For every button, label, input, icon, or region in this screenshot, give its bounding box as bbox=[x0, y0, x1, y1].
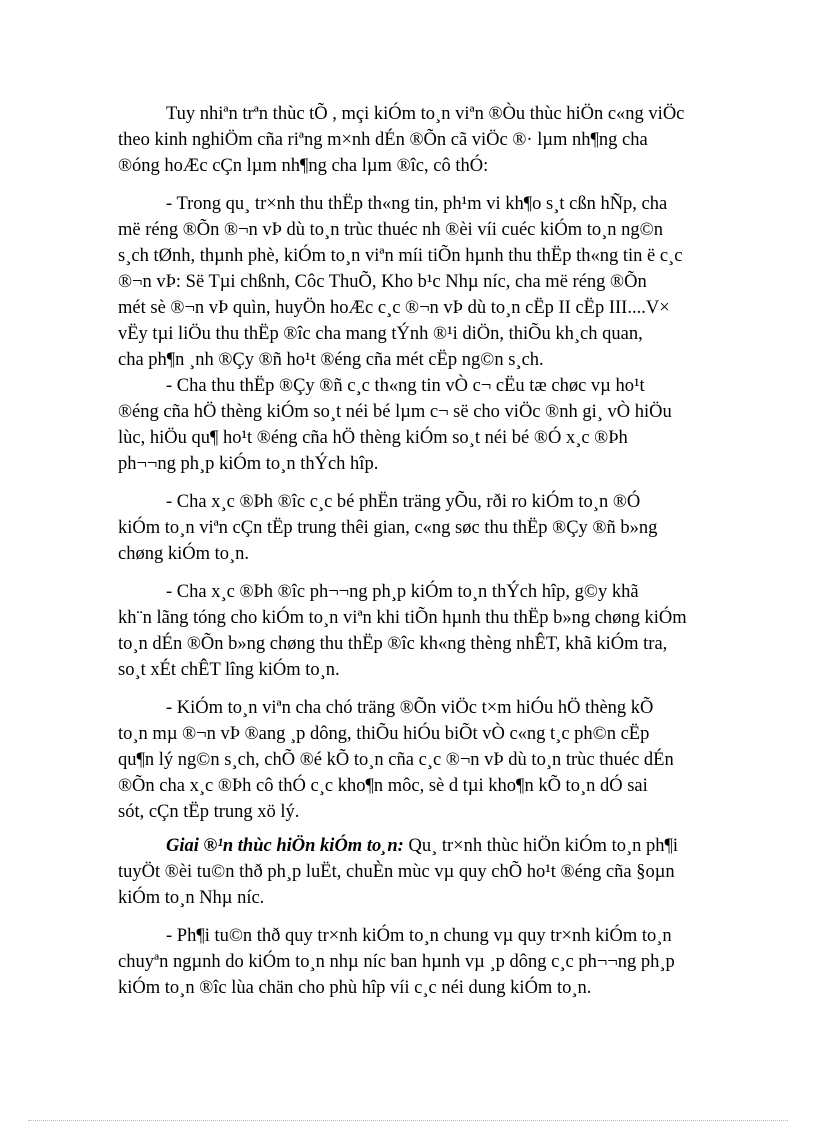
paragraph-7 bbox=[118, 833, 698, 911]
paragraph-4: - Cha x¸c ®Þh ®îc c¸c bé phËn träng yÕu, rði ro kiÓm to¸n ®Ó kiÓm to¸n viªn cÇn tËp trung thêi gian, c«ng søc thu thËp ®Çy ®ñ b»ng chøng kiÓm to¸n. bbox=[118, 492, 658, 564]
section-heading: Giai ®¹n thùc hiÖn kiÓm to¸n: bbox=[166, 836, 404, 856]
paragraph-1: Tuy nhiªn trªn thùc tÕ , mçi kiÓm to¸n viªn ®Òu thùc hiÖn c«ng viÖc theo kinh nghiÖm cña riªng m×nh dÉn ®Õn cã viÖc ®· lµm nh¶ng cha ®óng hoÆc cÇn lµm nh¶ng cha lµm ®îc, cô thÓ: bbox=[118, 104, 685, 176]
paragraph-3: - Cha thu thËp ®Çy ®ñ c¸c th«ng tin vÒ c¬ cËu tæ chøc vµ ho¹t ®éng cña hÖ thèng kiÓm so¸t néi bé lµm c¬ së cho viÖc ®nh gi¸ vÒ hiÖu lùc, hiÖu qu¶ ho¹t ®éng cña hÖ thèng kiÓm so¸t néi bé ®Ó x¸c ®Þh ph¬¬ng ph¸p kiÓm to¸n thÝch hîp. bbox=[118, 376, 672, 474]
paragraph-2: - Trong qu¸ tr×nh thu thËp th«ng tin, ph¹m vi kh¶o s¸t cßn hÑp, cha më réng ®Õn ®¬n vÞ dù to¸n trùc thuéc nh ®èi víi cuéc kiÓm to¸n ng©n s¸ch tØnh, thµnh phè, kiÓm to¸n viªn míi tiÕn hµnh thu thËp th«ng tin ë c¸c ®¬n vÞ: Së Tµi chßnh, Côc ThuÕ, Kho b¹c Nhµ níc, cha më réng ®Õn mét sè ®¬n vÞ quìn, huyÖn hoÆc c¸c ®¬n vÞ dù to¸n cËp II cËp III....V× vËy tµi liÖu thu thËp ®îc cha mang tÝnh ®¹i diÖn, thiÕu kh¸ch quan, cha ph¶n ¸nh ®Çy ®ñ ho¹t ®éng cña mét cËp ng©n s¸ch. bbox=[118, 194, 683, 370]
paragraph-8: - Ph¶i tu©n thð quy tr×nh kiÓm to¸n chung vµ quy tr×nh kiÓm to¸n chuyªn ngµnh do kiÓm to¸n nhµ níc ban hµnh vµ ¸p dông c¸c ph¬¬ng ph¸p kiÓm to¸n ®îc lùa chän cho phù hîp víi c¸c néi dung kiÓm to¸n. bbox=[118, 926, 675, 998]
paragraph-5: - Cha x¸c ®Þh ®îc ph¬¬ng ph¸p kiÓm to¸n thÝch hîp, g©y khã kh¨n lãng tóng cho kiÓm to¸n viªn khi tiÕn hµnh thu thËp b»ng chøng kiÓm to¸n dÉn ®Õn b»ng chøng thu thËp ®îc kh«ng thèng nhÊT, khã kiÓm tra, so¸t xÉt chÊT lîng kiÓm to¸n. bbox=[118, 582, 687, 680]
paragraph-6: - KiÓm to¸n viªn cha chó träng ®Õn viÖc t×m hiÓu hÖ thèng kÕ to¸n mµ ®¬n vÞ ®ang ¸p dông, thiÕu hiÓu biÕt vÒ c«ng t¸c ph©n cËp qu¶n lý ng©n s¸ch, chÕ ®é kÕ to¸n cña c¸c ®¬n vÞ dù to¸n trùc thuéc dÉn ®Õn cha x¸c ®Þh cô thÓ c¸c kho¶n môc, sè d tµi kho¶n kÕ to¸n dÓ sai sót, cÇn tËp trung xö lý. bbox=[118, 698, 674, 822]
paragraph-7-text: Qu¸ tr×nh thùc hiÖn kiÓm to¸n ph¶i tuyÖt ®èi tu©n thð ph¸p luËt, chuÈn mùc vµ quy chÕ ho¹t ®éng cña §oµn kiÓm to¸n Nhµ níc. bbox=[118, 836, 679, 908]
